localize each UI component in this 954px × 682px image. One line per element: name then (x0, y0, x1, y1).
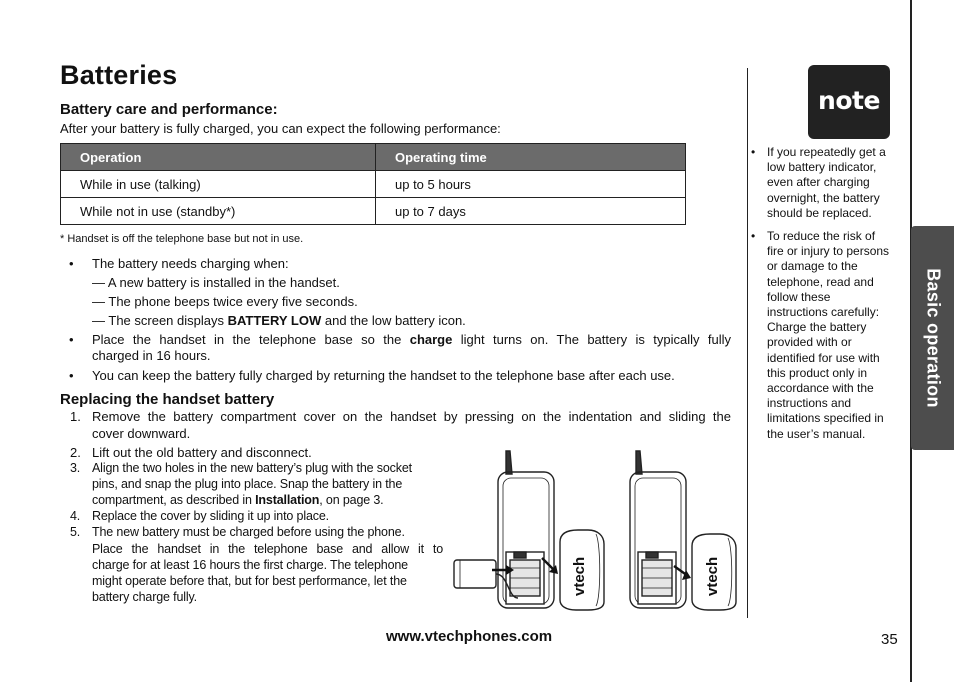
text: light turns on. The battery is typically fully (452, 332, 731, 347)
bullet-place-handset-line2: charged in 16 hours. (92, 348, 211, 363)
note-text: To reduce the risk of fire or injury to persons or damage to the telephone, read and follow these instructions carefully: Charge the battery provided with or identified for use with this product only in accordance with the instructions and limitations specified in the user’s manual. (767, 229, 890, 441)
sub-item-beeps: — The phone beeps twice every five seconds. (92, 294, 358, 309)
step-text: might operate before that, but for best performance, let the (92, 574, 407, 588)
battery-replacement-illustration (448, 448, 744, 614)
handset-left-drawing (454, 451, 554, 608)
handset-right-drawing (630, 451, 686, 608)
text: compartment, as described in (92, 493, 256, 507)
bullet-place-handset (92, 331, 731, 348)
note-label: note (818, 86, 880, 115)
page-number: 35 (881, 631, 898, 648)
step-text (92, 492, 384, 508)
bullet-dot: • (751, 229, 756, 244)
brand-logo-left: vtech (571, 556, 588, 596)
bullet-dot: • (751, 145, 756, 159)
step-number: 3. (70, 461, 81, 475)
bullet-dot: • (69, 332, 74, 347)
note-item (751, 229, 891, 442)
table-footnote: * Handset is off the telephone base but not in use. (60, 233, 304, 245)
step-text: The new battery must be charged before using the phone. (92, 525, 405, 539)
bullet-dot: • (69, 368, 74, 383)
step-text: cover downward. (92, 426, 191, 441)
step-text: Remove the battery compartment cover on the handset by pressing on the indentation and sliding the (92, 409, 731, 424)
table-row (61, 171, 686, 198)
column-header-operating-time: Operating time (376, 144, 686, 171)
bullet-keep-charged: You can keep the battery fully charged by returning the handset to the telephone base after each use. (92, 368, 675, 383)
sub-item-new-battery: — A new battery is installed in the handset. (92, 275, 340, 290)
step-text: Replace the cover by sliding it up into place. (92, 509, 329, 523)
footer-url: www.vtechphones.com (386, 628, 553, 645)
note-divider (747, 68, 748, 618)
note-list (751, 145, 891, 450)
step-text: Align the two holes in the new battery’s plug with the socket (92, 461, 412, 475)
step-number: 5. (70, 525, 81, 539)
step-number: 4. (70, 509, 81, 523)
bullet-charging-when: The battery needs charging when: (92, 256, 289, 271)
section-tab (911, 226, 954, 450)
performance-table (60, 143, 686, 225)
text: , on page 3. (319, 493, 384, 507)
charge-text: charge (409, 332, 453, 347)
text: — The screen displays (92, 313, 228, 328)
text: and the low battery icon. (321, 313, 466, 328)
step-text: Lift out the old battery and disconnect. (92, 445, 312, 460)
table-cell: While not in use (standby*) (61, 198, 376, 225)
step-text: Place the handset in the telephone base and allow it to (92, 542, 443, 556)
bullet-dot: • (69, 256, 74, 271)
note-text: If you repeatedly get a low battery indicator, even after charging overnight, the battery should be replaced. (767, 145, 886, 220)
brand-logo-right: vtech (704, 556, 721, 596)
page-title: Batteries (60, 60, 178, 90)
battery-low-text: BATTERY LOW (227, 313, 322, 328)
note-icon (808, 65, 890, 139)
battery-care-intro: After your battery is fully charged, you can expect the following performance: (60, 121, 501, 136)
note-item (751, 145, 891, 221)
table-cell: up to 5 hours (376, 171, 686, 198)
step-number: 2. (70, 445, 81, 460)
sub-item-battery-low (92, 312, 466, 329)
step-text: battery charge fully. (92, 590, 198, 604)
table-header-row (61, 144, 686, 171)
text: Place the handset in the telephone base so the (92, 332, 410, 347)
installation-link-text: Installation (255, 493, 320, 507)
section-tab-label: Basic operation (923, 268, 943, 408)
battery-care-heading: Battery care and performance: (60, 101, 278, 118)
replace-battery-heading: Replacing the handset battery (60, 391, 275, 408)
step-text: charge for at least 16 hours the first charge. The telephone (92, 558, 408, 572)
table-cell: While in use (talking) (61, 171, 376, 198)
table-row (61, 198, 686, 225)
table-cell: up to 7 days (376, 198, 686, 225)
step-number: 1. (70, 409, 81, 424)
column-header-operation: Operation (61, 144, 376, 171)
step-text: pins, and snap the plug into place. Snap the battery in the (92, 477, 403, 491)
